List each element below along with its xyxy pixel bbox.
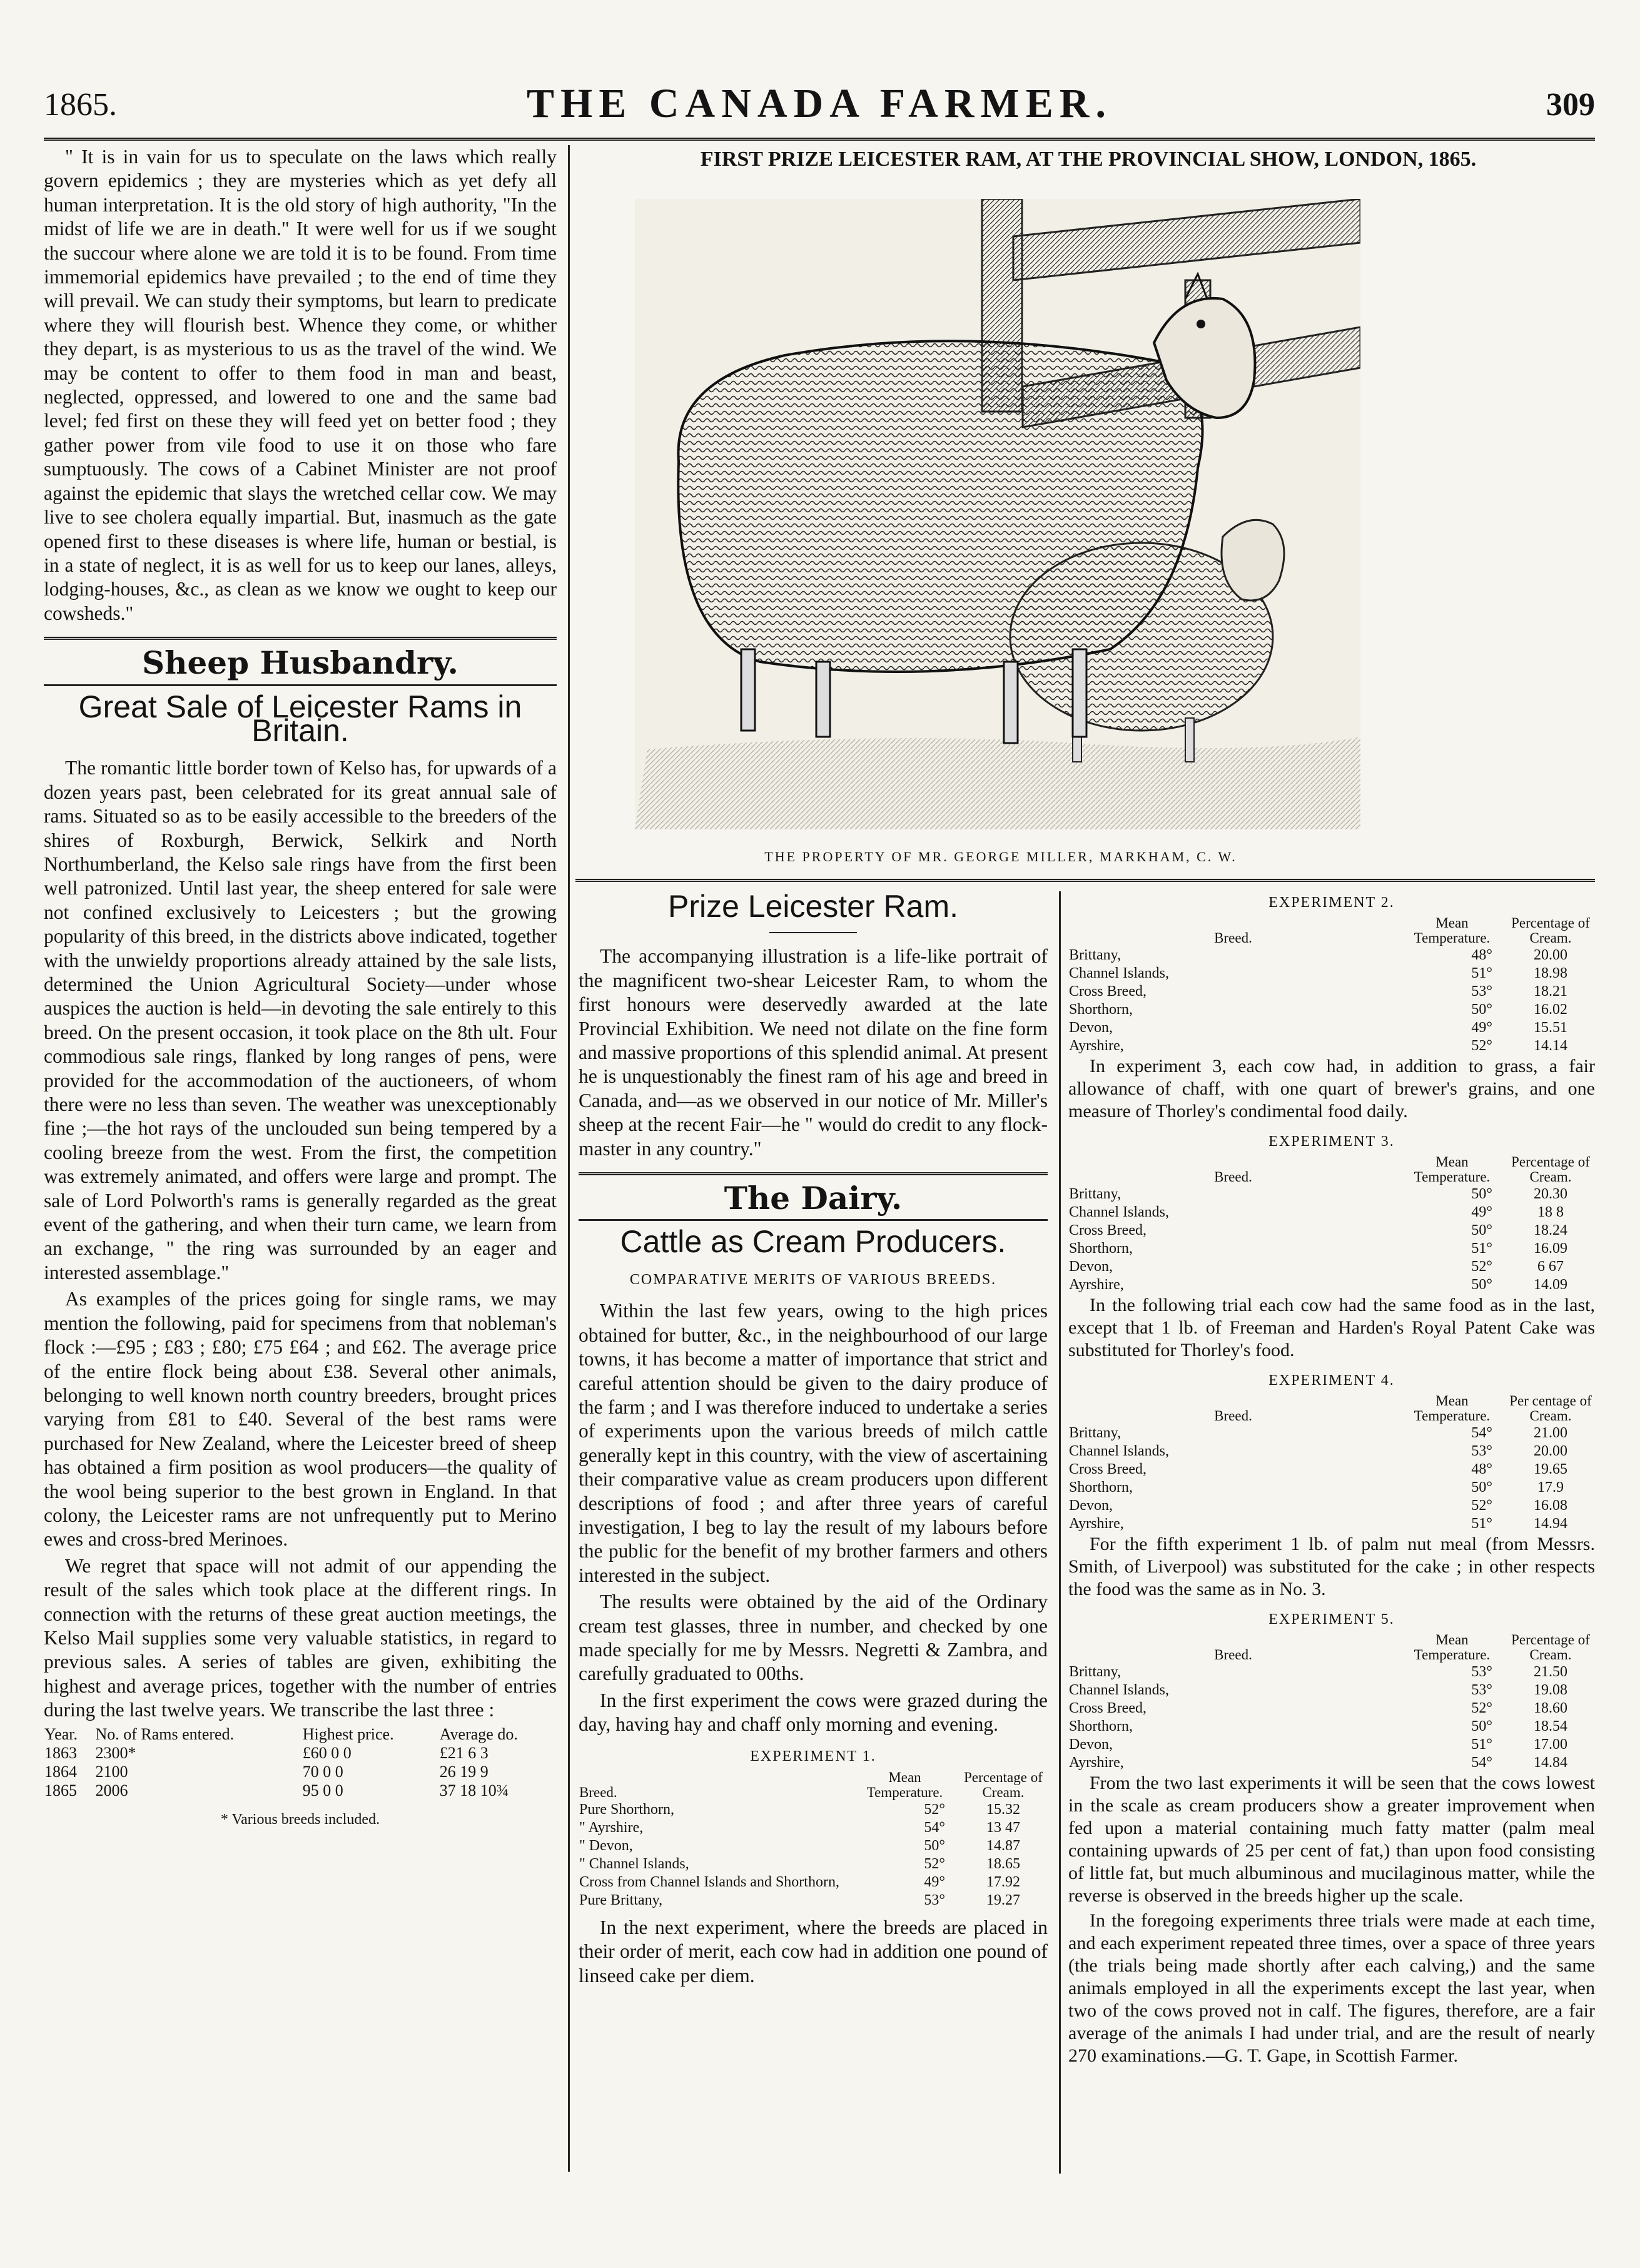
sales-header: No. of Rams entered.	[95, 1724, 235, 1743]
breed-cell: Cross Breed,	[1069, 1700, 1146, 1716]
sales-cell: £21 6 3	[439, 1743, 488, 1762]
cream-cell: 17.92	[986, 1874, 1020, 1890]
section-the-dairy: The Dairy.	[724, 1180, 903, 1217]
cream-cell: 17.00	[1534, 1736, 1567, 1753]
table-row	[579, 1891, 1048, 1910]
epidemic-quote: " It is in vain for us to speculate on the laws which really govern epidemics ; they are mysteries which as yet defy all human interpretation. It is the old story of high authority, "In the midst of life we are in death." It were well for us if we sought the succour where alone we are told it is to be found. From time immemorial epidemics have prevailed ; to the end of time they will prevail. We can study their symptoms, but learn to predicate where they will flourish best. Whence they come, or whither they depart, is as mysterious to us as the travel of the wind. We may be content to offer to them food in man and beast, neglected, oppressed, and lowered to one and the same bad level; fed first on these they will feed yet on better food ; they gather power from vile food to use it on those who fare sumptuously. The cows of a Cabinet Minister are not proof against the epidemic that slays the wretched cellar cow. We may live to see cholera equally impartial. But, inasmuch as the gate opened first to these diseases is where life, human or bestial, is in a state of neglect, it is as well for us to keep our lanes, alleys, lodging-houses, &c., as clean as we know we ought to keep our cowsheds."	[44, 146, 557, 624]
table-header: Mean Temperature.	[1414, 1632, 1491, 1663]
table-row	[579, 1819, 1048, 1837]
header-rule	[44, 138, 1595, 141]
table-header: Percentage of Cream.	[964, 1769, 1043, 1800]
table-row	[1068, 1663, 1595, 1681]
temp-cell: 52°	[1471, 1700, 1492, 1716]
sales-cell: 1864	[44, 1762, 77, 1781]
cream-cell: 18.65	[986, 1856, 1020, 1872]
kelso-paragraph-1: The romantic little border town of Kelso has, for upwards of a dozen years past, been celebrated for its great annual sale of rams. Situated so as to be easily accessible to the breeders of the shires of Roxburgh, Berwick, Selkirk and North Northumberland, the Kelso sale rings have from the first been well patronized. Until last year, the sheep entered for sale were not confined exclusively to Leicesters ; but the growing popularity of this breed, in the districts above indicated, together with the unwieldy proportions already attained by the sale lists, determined the Union Agricultural Society—under whose auspices the auction is held—in devoting the sale entirely to this breed. On the present occasion, it took place on the 8th ult. Four commodious sale rings, flanked by long ranges of pens, were provided for the accommodation of the auctioneers, of whom there were no less than seven. The weather was unexceptionably fine ;—the hot rays of the unclouded sun being tempered by a cooling breeze from the west. From the first, the competition was extremely animated, and offers were large and prompt. The sale of Lord Polworth's rams is generally regarded as the great event of the gathering, and when their turn came, we learn from an exchange, " the ring was surrounded by an eager and interested assemblage."	[44, 757, 557, 1283]
table-row	[1068, 964, 1595, 983]
kelso-paragraph-3: We regret that space will not admit of our appending the result of the sales which took place at the different rings. In connection with the returns of these great auction meetings, the Kelso Mail supplies some very valuable statistics, in regard to previous sales. A series of tables are given, exhibiting the highest and average prices, together with the number of entries during the last twelve years. We transcribe the last three :	[44, 1554, 557, 1721]
cream-cell: 20.00	[1534, 1443, 1567, 1459]
sales-table	[44, 1725, 557, 1800]
experiment-3-table	[1068, 1154, 1595, 1294]
table-row	[1068, 1736, 1595, 1754]
cream-cell: 19.65	[1534, 1461, 1567, 1477]
table-row	[1068, 1479, 1595, 1497]
section-rule	[44, 684, 557, 686]
temp-cell: 54°	[1471, 1754, 1492, 1771]
table-header: Breed.	[1214, 930, 1252, 946]
breed-cell: Ayrshire,	[1069, 1754, 1124, 1771]
section-rule	[579, 1172, 1048, 1175]
cream-cell: 21.50	[1534, 1664, 1567, 1680]
temp-cell: 50°	[1471, 1001, 1492, 1018]
table-row	[1068, 1222, 1595, 1240]
breed-cell: Shorthorn,	[1069, 1001, 1133, 1018]
table-header: Mean Temperature.	[1414, 915, 1491, 946]
header-year: 1865.	[44, 87, 117, 123]
table-header: Percentage of Cream.	[1511, 1632, 1590, 1663]
newspaper-title: THE CANADA FARMER.	[527, 81, 1112, 126]
table-row	[1068, 1515, 1595, 1533]
temp-cell: 51°	[1471, 1736, 1492, 1753]
sales-cell: 2006	[95, 1781, 128, 1800]
table-row	[1068, 1681, 1595, 1699]
temp-cell: 54°	[1471, 1425, 1492, 1441]
experiment-3-intro: In experiment 3, each cow had, in addition to grass, a fair allowance of chaff, with one quart of brewer's grains, and one measure of Thorley's condimental food daily.	[1068, 1056, 1595, 1121]
table-header: Percentage of Cream.	[1511, 1154, 1590, 1185]
sales-cell: 2300*	[95, 1743, 136, 1762]
breed-cell: Channel Islands,	[1069, 1682, 1169, 1698]
breed-cell: Cross from Channel Islands and Shorthorn,	[579, 1874, 839, 1890]
table-header: Breed.	[1214, 1169, 1252, 1185]
column-rule-right	[1059, 891, 1061, 2174]
cream-cell: 15.32	[986, 1801, 1020, 1818]
breed-cell: Devon,	[1069, 1736, 1113, 1753]
article-subheading: COMPARATIVE MERITS OF VARIOUS BREEDS.	[629, 1271, 997, 1288]
table-row	[1068, 1185, 1595, 1203]
experiment-3-title: EXPERIMENT 3.	[1268, 1133, 1395, 1150]
cream-cell: 21.00	[1534, 1425, 1567, 1441]
table-row	[1068, 1461, 1595, 1479]
temp-cell: 50°	[1471, 1277, 1492, 1293]
temp-cell: 51°	[1471, 1516, 1492, 1532]
temp-cell: 49°	[1471, 1204, 1492, 1220]
illustration-rule	[575, 879, 1595, 882]
temp-cell: 52°	[924, 1856, 945, 1872]
temp-cell: 52°	[924, 1801, 945, 1818]
cream-paragraph-1: Within the last few years, owing to the high prices obtained for butter, &c., in the neighbourhood of our large towns, it has become a matter of importance that strict and careful attention should be given to the dairy produce of the farm ; and I was therefore induced to undertake a series of experiments upon the various breeds of milch cattle generally kept in this country, with the view of ascertaining their comparative value as cream producers upon different descriptions of food ; and after three years of careful investigation, I beg to lay the result of my labours before the public for the benefit of my brother farmers and others interested in the subject.	[579, 1300, 1048, 1586]
breed-cell: Ayrshire,	[1069, 1516, 1124, 1532]
temp-cell: 52°	[1471, 1038, 1492, 1054]
table-row	[44, 1744, 557, 1763]
temp-cell: 51°	[1471, 965, 1492, 981]
cream-cell: 14.09	[1534, 1277, 1567, 1293]
cream-cell: 18.24	[1534, 1222, 1567, 1238]
cream-cell: 20.00	[1534, 947, 1567, 963]
table-row	[1068, 1497, 1595, 1515]
breed-cell: Ayrshire,	[1069, 1038, 1124, 1054]
section-rule	[44, 637, 557, 640]
sales-cell: 2100	[95, 1762, 128, 1781]
table-row	[1068, 1424, 1595, 1442]
sales-cell: 1863	[44, 1743, 77, 1762]
sales-header: Year.	[44, 1724, 78, 1743]
temp-cell: 50°	[1471, 1186, 1492, 1202]
table-row	[44, 1781, 557, 1800]
cream-cell: 13 47	[986, 1820, 1020, 1836]
temp-cell: 49°	[1471, 1020, 1492, 1036]
table-header: Percentage of Cream.	[1511, 915, 1590, 946]
temp-cell: 53°	[1471, 1682, 1492, 1698]
temp-cell: 53°	[1471, 1443, 1492, 1459]
conclusion-paragraph-2: In the foregoing experiments three trials were made at each time, and each experiment repeated three times, over a space of three years (the trials being made shortly after each calving,) and the same animals employed in all the experiments except the last year, when two of the cows proved not in calf. The figures, therefore, are a fair average of the animals I had under trial, and are the result of nearly 270 examinations.—G. T. Gape, in Scottish Farmer.	[1068, 1910, 1595, 2066]
temp-cell: 48°	[1471, 1461, 1492, 1477]
breed-cell: Cross Breed,	[1069, 983, 1146, 1000]
table-row	[1068, 1718, 1595, 1736]
table-row	[1068, 1019, 1595, 1037]
ground	[635, 737, 1360, 829]
breed-cell: " Ayrshire,	[579, 1820, 644, 1836]
experiment-5-table	[1068, 1632, 1595, 1772]
temp-cell: 52°	[1471, 1258, 1492, 1275]
table-row	[1068, 1754, 1595, 1772]
table-row	[579, 1801, 1048, 1819]
breed-cell: Channel Islands,	[1069, 1204, 1169, 1220]
table-header: Mean Temperature.	[1414, 1393, 1491, 1424]
temp-cell: 49°	[924, 1874, 945, 1890]
table-header: Breed.	[1214, 1647, 1252, 1663]
cream-cell: 16.02	[1534, 1001, 1567, 1018]
experiment-4-table	[1068, 1393, 1595, 1533]
cream-paragraph-2: The results were obtained by the aid of the Ordinary cream test glasses, three in number, and checked by one made specially for me by Messrs. Negretti & Zambra, and carefully graduated to 00ths.	[579, 1591, 1048, 1685]
column-3	[1068, 891, 1595, 2070]
column-rule-left	[568, 145, 570, 2172]
cream-cell: 19.27	[986, 1892, 1020, 1908]
table-row	[1068, 1276, 1595, 1294]
table-row	[1068, 1037, 1595, 1055]
page-number: 309	[1546, 87, 1595, 123]
breed-cell: Devon,	[1069, 1497, 1113, 1514]
table-row	[1068, 946, 1595, 964]
section-sheep-husbandry: Sheep Husbandry.	[142, 644, 458, 682]
sales-header: Highest price.	[302, 1724, 394, 1743]
cream-cell: 18 8	[1537, 1204, 1564, 1220]
breed-cell: Shorthorn,	[1069, 1240, 1133, 1257]
temp-cell: 48°	[1471, 947, 1492, 963]
sales-cell: 1865	[44, 1781, 77, 1800]
breed-cell: Pure Brittany,	[579, 1892, 663, 1908]
cream-cell: 18.21	[1534, 983, 1567, 1000]
table-row	[579, 1873, 1048, 1891]
cream-cell: 17.9	[1537, 1479, 1564, 1496]
experiment-4-title: EXPERIMENT 4.	[1268, 1372, 1395, 1389]
temp-cell: 50°	[1471, 1479, 1492, 1496]
breed-cell: Brittany,	[1069, 947, 1121, 963]
cream-cell: 14.14	[1534, 1038, 1567, 1054]
cream-cell: 6 67	[1537, 1258, 1564, 1275]
table-row	[1068, 1442, 1595, 1461]
table-header: Mean Temperature.	[866, 1769, 943, 1800]
heading-rule	[769, 932, 857, 933]
sales-cell: 95 0 0	[302, 1781, 343, 1800]
cream-paragraph-4: In the next experiment, where the breeds are placed in their order of merit, each cow had in addition one pound of linseed cake per diem.	[579, 1916, 1048, 1987]
table-row	[1068, 1699, 1595, 1718]
experiment-1-table	[579, 1769, 1048, 1910]
sales-cell: 70 0 0	[302, 1762, 343, 1781]
table-row	[1068, 983, 1595, 1001]
temp-cell: 50°	[1471, 1718, 1492, 1734]
cream-cell: 14.94	[1534, 1516, 1567, 1532]
cream-cell: 20.30	[1534, 1186, 1567, 1202]
table-row	[1068, 1240, 1595, 1258]
kelso-paragraph-2: As examples of the prices going for single rams, we may mention the following, paid for specimens from that nobleman's flock :—£95 ; £83 ; £80; £75 £64 ; and £62. The average price of the entire flock being about £38. Several other animals, belonging to well known north country breeders, brought prices varying from £81 to £40. Several of the best rams were purchased for New Zealand, where the Leicester breed of sheep has obtained a firm position as wool producers—the quality of the wool being superior to the best grown in England. In that colony, the Leicester rams are not unfrequently put to Merino ewes and cross-bred Merinoes.	[44, 1288, 557, 1551]
conclusion-paragraph-1: From the two last experiments it will be seen that the cows lowest in the scale as cream producers show a greater improvement when fed upon a material containing much fatty matter (palm meal containing upwards of 25 per cent of fat,) than upon food consisting of little fat, but much albuminous and mucilaginous matter, while the reverse is observed in the breeds higher up the scale.	[1068, 1773, 1595, 1906]
temp-cell: 52°	[1471, 1497, 1492, 1514]
table-header: Per centage of Cream.	[1509, 1393, 1592, 1424]
breed-cell: Shorthorn,	[1069, 1479, 1133, 1496]
cream-cell: 16.08	[1534, 1497, 1567, 1514]
temp-cell: 53°	[1471, 983, 1492, 1000]
illustration-caption: THE PROPERTY OF MR. GEORGE MILLER, MARKHAM, C. W.	[764, 849, 1237, 864]
section-rule	[579, 1219, 1048, 1221]
table-header: Breed.	[579, 1785, 617, 1800]
cream-paragraph-3: In the first experiment the cows were grazed during the day, having hay and chaff only morning and evening.	[579, 1689, 1048, 1736]
breed-cell: Devon,	[1069, 1258, 1113, 1275]
cream-cell: 14.87	[986, 1838, 1020, 1854]
table-row	[1068, 1001, 1595, 1019]
temp-cell: 51°	[1471, 1240, 1492, 1257]
table-row	[1068, 1258, 1595, 1276]
cream-cell: 14.84	[1534, 1754, 1567, 1771]
temp-cell: 50°	[924, 1838, 945, 1854]
breed-cell: " Channel Islands,	[579, 1856, 689, 1872]
illustration-title: FIRST PRIZE LEICESTER RAM, AT THE PROVINCIAL SHOW, LONDON, 1865.	[700, 148, 1477, 171]
article-heading-kelso: Great Sale of Leicester Rams in Britain.	[78, 689, 522, 748]
experiment-4-intro: In the following trial each cow had the same food as in the last, except that 1 lb. of Freeman and Harden's Royal Patent Cake was substituted for Thorley's food.	[1068, 1295, 1595, 1360]
table-header: Mean Temperature.	[1414, 1154, 1491, 1185]
table-row	[1068, 1203, 1595, 1222]
table-row	[579, 1855, 1048, 1873]
experiment-5-intro: For the fifth experiment 1 lb. of palm nut meal (from Messrs. Smith, of Liverpool) was substituted for the cake ; in other respects the food was the same as in No. 3.	[1068, 1534, 1595, 1599]
sales-header: Average do.	[439, 1724, 518, 1743]
temp-cell: 54°	[924, 1820, 945, 1836]
table-row	[579, 1837, 1048, 1855]
experiment-1-title: EXPERIMENT 1.	[750, 1748, 876, 1764]
sales-cell: 37 18 10¾	[439, 1781, 509, 1800]
table-row	[44, 1763, 557, 1781]
breed-cell: Pure Shorthorn,	[579, 1801, 674, 1818]
breed-cell: Brittany,	[1069, 1425, 1121, 1441]
breed-cell: Ayrshire,	[1069, 1277, 1124, 1293]
prize-ram-paragraph: The accompanying illustration is a life-like portrait of the magnificent two-shear Leicester Ram, to whom the first honours were deservedly awarded at the late Provincial Exhibition. We need not dilate on the fine form and massive proportions of this splendid animal. At present he is unquestionably the finest ram of his age and breed in Canada, and—as we observed in our notice of Mr. Miller's sheep at the recent Fair—he " would do credit to any flock-master in any country."	[579, 945, 1048, 1160]
breed-cell: Cross Breed,	[1069, 1461, 1146, 1477]
experiment-5-title: EXPERIMENT 5.	[1268, 1611, 1395, 1628]
cream-cell: 18.60	[1534, 1700, 1567, 1716]
page-header	[44, 74, 1595, 143]
breed-cell: Brittany,	[1069, 1664, 1121, 1680]
table-header: Breed.	[1214, 1408, 1252, 1424]
column-1	[44, 145, 557, 1831]
breed-cell: " Devon,	[579, 1838, 633, 1854]
breed-cell: Brittany,	[1069, 1186, 1121, 1202]
cream-cell: 18.98	[1534, 965, 1567, 981]
ram-engraving	[635, 199, 1360, 829]
cream-cell: 16.09	[1534, 1240, 1567, 1257]
sales-cell: £60 0 0	[302, 1743, 352, 1762]
article-heading-prize-ram: Prize Leicester Ram.	[667, 889, 959, 924]
breed-cell: Shorthorn,	[1069, 1718, 1133, 1734]
article-heading-cream: Cattle as Cream Producers.	[620, 1224, 1006, 1260]
breed-cell: Channel Islands,	[1069, 965, 1169, 981]
cream-cell: 15.51	[1534, 1020, 1567, 1036]
breed-cell: Devon,	[1069, 1020, 1113, 1036]
sales-cell: 26 19 9	[439, 1762, 488, 1781]
temp-cell: 50°	[1471, 1222, 1492, 1238]
cream-cell: 18.54	[1534, 1718, 1567, 1734]
breed-cell: Channel Islands,	[1069, 1443, 1169, 1459]
cream-cell: 19.08	[1534, 1682, 1567, 1698]
temp-cell: 53°	[1471, 1664, 1492, 1680]
experiment-2-title: EXPERIMENT 2.	[1268, 894, 1395, 911]
temp-cell: 53°	[924, 1892, 945, 1908]
breed-cell: Cross Breed,	[1069, 1222, 1146, 1238]
experiment-2-table	[1068, 915, 1595, 1055]
sales-footnote: * Various breeds included.	[220, 1811, 380, 1828]
column-2	[579, 889, 1048, 1990]
